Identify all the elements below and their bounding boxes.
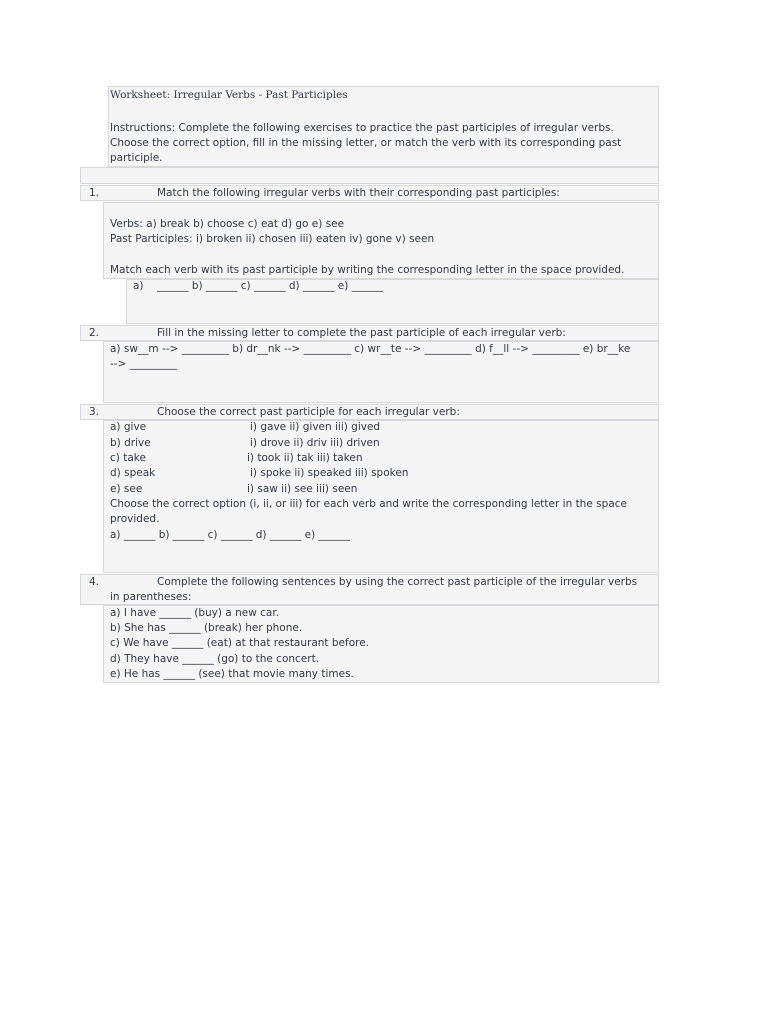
exercise-3-options-a: i) gave ii) given iii) gived xyxy=(250,421,381,433)
exercise-3-verb-d: d) speak xyxy=(110,467,156,479)
exercise-4-sentence-b: b) She has ______ (break) her phone. xyxy=(110,622,303,634)
exercise-4-sentence-a: a) I have ______ (buy) a new car. xyxy=(110,607,280,619)
exercise-3-verb-b: b) drive xyxy=(110,437,151,449)
exercise-4-number: 4. xyxy=(89,576,100,588)
exercise-2-line-2: --> _________ xyxy=(110,358,177,370)
exercise-1-answer-label: a) xyxy=(133,280,144,292)
exercise-1-heading: Match the following irregular verbs with their corresponding past participles: xyxy=(157,187,560,199)
exercise-1-number: 1. xyxy=(89,187,100,199)
exercise-1-answer-line: ______ b) ______ c) ______ d) ______ e) ______ xyxy=(157,280,384,292)
exercise-3-verb-a: a) give xyxy=(110,421,147,433)
exercise-4-sentence-d: d) They have ______ (go) to the concert. xyxy=(110,653,320,665)
exercise-4-sentence-e: e) He has ______ (see) that movie many times. xyxy=(110,668,354,680)
exercise-3-answer-line: a) ______ b) ______ c) ______ d) ______ e) ______ xyxy=(110,529,351,541)
exercise-4-heading-line-1: Complete the following sentences by using the correct past participle of the irregular verbs xyxy=(157,576,638,588)
exercise-3-instruction-1: Choose the correct option (i, ii, or iii) for each verb and write the corresponding letter in the space xyxy=(110,498,627,510)
exercise-4-header xyxy=(80,574,659,605)
exercise-1-header xyxy=(80,185,659,201)
instructions-line-1: Instructions: Complete the following exercises to practice the past participles of irregular verbs. xyxy=(110,122,614,134)
separator-strip xyxy=(80,167,659,184)
instructions-line-2: Choose the correct option, fill in the missing letter, or match the verb with its corresponding past xyxy=(110,137,622,149)
exercise-4-heading-line-2: in parentheses: xyxy=(110,591,192,603)
exercise-3-options-d: i) spoke ii) speaked iii) spoken xyxy=(250,467,409,479)
exercise-2-number: 2. xyxy=(89,327,100,339)
exercise-3-instruction-2: provided. xyxy=(110,513,160,525)
exercise-2-line-1: a) sw__m --> _________ b) dr__nk --> _________ c) wr__te --> _________ d) f__ll --> _________ e) br__ke xyxy=(110,343,631,355)
exercise-1-participles: Past Participles: i) broken ii) chosen iii) eaten iv) gone v) seen xyxy=(110,233,435,245)
exercise-3-verb-c: c) take xyxy=(110,452,146,464)
exercise-3-header xyxy=(80,404,659,420)
exercise-4-sentence-c: c) We have ______ (eat) at that restaurant before. xyxy=(110,637,370,649)
exercise-3-number: 3. xyxy=(89,406,100,418)
worksheet-title: Worksheet: Irregular Verbs - Past Participles xyxy=(110,89,348,101)
exercise-3-verb-e: e) see xyxy=(110,483,143,495)
instructions-line-3: participle. xyxy=(110,152,163,164)
exercise-1-instruction: Match each verb with its past participle by writing the corresponding letter in the space provided. xyxy=(110,264,625,276)
exercise-3-options-e: i) saw ii) see iii) seen xyxy=(247,483,358,495)
exercise-1-verbs: Verbs: a) break b) choose c) eat d) go e) see xyxy=(110,218,345,230)
exercise-3-options-c: i) took ii) tak iii) taken xyxy=(247,452,363,464)
exercise-3-options-b: i) drove ii) driv iii) driven xyxy=(250,437,380,449)
exercise-3-heading: Choose the correct past participle for each irregular verb: xyxy=(157,406,460,418)
exercise-2-header xyxy=(80,325,659,341)
exercise-2-heading: Fill in the missing letter to complete the past participle of each irregular verb: xyxy=(157,327,566,339)
